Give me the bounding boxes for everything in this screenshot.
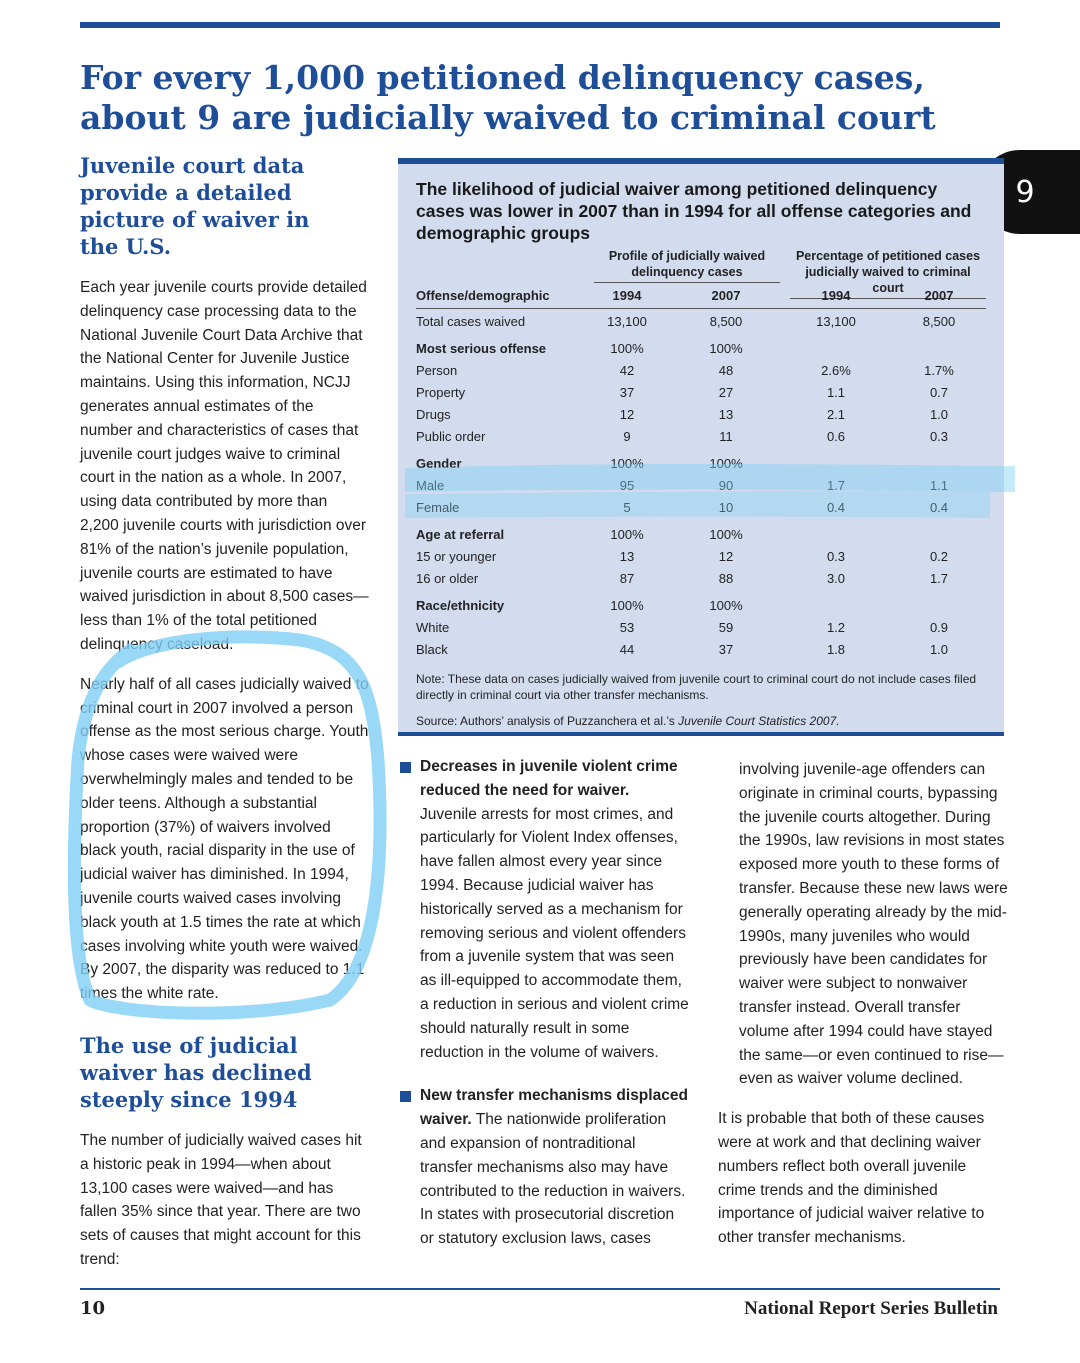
table-cell: 11 [719,429,733,444]
table-row [416,569,986,591]
table-cell: 13 [619,549,635,564]
column-header-year: 1994 [612,288,642,303]
row-label: Person [416,363,458,378]
group-header-profile: Profile of judicially waived delinquency cases [594,248,780,283]
paragraph-data-archive: Each year juvenile courts provide detailed delinquency case processing data to the National Juvenile Court Data Archive that the National Center for Juvenile Justice maintains. Using this information, NCJJ generates annual estimates of the number and characteristics of cases that juvenile court judges waive to criminal court in the nation as a whole. In 2007, using data contributed by more than 2,200 juvenile courts with jurisdiction over 81% of the nation’s juvenile population, juvenile courts are estimated to have waived jurisdiction in about 8,500 cases—less than 1% of the total petitioned delinquency caseload. [80,279,369,653]
column-header-year: 1994 [821,288,851,303]
table-row [416,405,986,427]
table-cell: 5 [623,500,631,515]
page-number: 10 [80,1298,106,1319]
row-label: Property [416,385,466,400]
row-label: White [416,620,450,635]
table-section-row [416,339,986,361]
table-cell: 95 [619,478,635,493]
row-label: Female [416,500,460,515]
table-cell: 100% [610,456,644,471]
table-cell: 53 [619,620,635,635]
bullet-text: The nationwide proliferation and expansion of nontraditional transfer mechanisms also may have contributed to the reduction in waivers. In states with prosecutorial discretion or statutory exclusion laws, cases [420,1111,686,1248]
row-label: Black [416,642,448,657]
source-title: Juvenile Court Statistics 2007. [678,714,840,728]
table-cell: 90 [718,478,734,493]
table-cell: 100% [610,527,644,542]
table-row [416,640,986,662]
table-cell: 100% [610,341,644,356]
series-title: National Report Series Bulletin [744,1298,998,1319]
table-cell: 88 [718,571,734,586]
bullet-square-icon [400,762,411,773]
table-section-row [416,596,986,618]
table-section-row [416,454,986,476]
column-header-offense: Offense/demographic [416,288,550,303]
row-label: 16 or older [416,571,479,586]
table-row [416,383,986,405]
bullet-violent-crime [400,755,690,1064]
table-cell: 2.6% [821,363,851,378]
table-cell: 8,500 [709,314,743,329]
table-cell: 1.0 [929,407,949,422]
right-column [718,758,1008,1250]
table-cell: 37 [619,385,635,400]
table-header-row [416,286,986,309]
table-cell: 27 [718,385,734,400]
row-label: 15 or younger [416,549,497,564]
bullet-text: Juvenile arrests for most crimes, and particularly for Violent Index offenses, have fallen almost every year since 1994. Because judicial waiver has historically served as a mechanism for removing serious and violent offenders from a juvenile system that was seen as ill-equipped to accommodate them, a reduction in serious and violent crime should naturally result in some reduction in the volume of waivers. [420,805,689,1061]
table-cell: 37 [718,642,734,657]
table-cell: 2.1 [826,407,846,422]
table-row [416,547,986,569]
source-prefix: Source: Authors’ analysis of Puzzanchera et al.’s [416,714,679,728]
row-label: Gender [416,456,462,471]
paragraph-waiver-profile: Nearly half of all cases judicially waived to criminal court in 2007 involved a person offense as the most serious charge. Youth whose cases were waived were overwhelmingly males and tended to be older teens. Although a substantial proportion (37%) of waivers involved black youth, racial disparity in the use of judicial waiver has diminished. In 1994, juvenile courts waived cases involving black youth at 1.5 times the rate at which cases involving white youth were waived. By 2007, the disparity was reduced to 1.1 times the white rate. [80,675,369,1003]
table-cell: 13,100 [607,314,647,329]
table-cell: 100% [709,341,743,356]
table-cell: 0.4 [826,500,846,515]
table-cell: 3.0 [826,571,846,586]
middle-column [400,755,690,1251]
row-label: Public order [416,429,486,444]
bullet-transfer-mechanisms [400,1084,690,1251]
table-cell: 48 [718,363,734,378]
table-row [416,312,986,334]
table-cell: 0.3 [929,429,949,444]
bottom-rule [80,1288,1000,1290]
paragraph-conclusion: It is probable that both of these causes were at work and that declining waiver numbers reflect both overall juvenile crime trends and the diminished importance of judicial waiver relative to other transfer mechanisms. [718,1110,985,1247]
column-header-year: 2007 [711,288,741,303]
table-title: The likelihood of judicial waiver among petitioned delinquency cases was lower in 2007 than in 1994 for all offense categories and demographic groups [416,179,972,243]
table-row [416,361,986,383]
table-cell: 0.9 [929,620,949,635]
page-headline: For every 1,000 petitioned delinquency cases, about 9 are judicially waived to criminal court [80,58,936,137]
subhead-waiver-picture: Juvenile court data provide a detailed picture of waiver in the U.S. [80,153,310,259]
table-cell: 0.2 [929,549,949,564]
left-column [80,152,370,1272]
table-cell: 10 [718,500,734,515]
table-cell: 8,500 [922,314,956,329]
table-cell: 1.8 [826,642,846,657]
table-cell: 1.1 [929,478,949,493]
table-cell: 13 [718,407,734,422]
row-label: Total cases waived [416,314,526,329]
table-cell: 1.7 [826,478,846,493]
table-cell: 1.7 [929,571,949,586]
table-note: Note: These data on cases judicially waived from juvenile court to criminal court do not include cases filed directly in criminal court via other transfer mechanisms. [416,672,977,702]
chapter-tab: 9 [978,150,1080,234]
table-cell: 0.7 [929,385,949,400]
bullet-lead: New transfer mechanisms displaced waiver. [420,1087,688,1129]
table-cell: 12 [619,407,635,422]
table-row [416,618,986,640]
row-label: Drugs [416,407,451,422]
table-cell: 1.0 [929,642,949,657]
table-cell: 12 [718,549,734,564]
table-row [416,476,986,498]
row-label: Race/ethnicity [416,598,505,613]
table-cell: 100% [709,456,743,471]
subhead-waiver-decline: The use of judicial waiver has declined steeply since 1994 [80,1032,312,1112]
waiver-table-panel [398,158,1004,736]
table-cell: 100% [709,598,743,613]
row-label: Most serious offense [416,341,547,356]
table-cell: 0.4 [929,500,949,515]
table-cell: 1.2 [826,620,846,635]
table-cell: 42 [619,363,635,378]
paragraph-historic-peak: The number of judicially waived cases hit a historic peak in 1994—when about 13,100 cases were waived—and has fallen 35% since that year. There are two sets of causes that might account for this trend: [80,1131,362,1268]
row-label: Age at referral [416,527,505,542]
table-cell: 1.1 [826,385,846,400]
table-cell: 100% [610,598,644,613]
table-cell: 0.3 [826,549,846,564]
paragraph-transfer-laws: involving juvenile-age offenders can originate in criminal courts, bypassing the juvenile courts altogether. During the 1990s, law revisions in most states exposed more youth to these forms of transfer. Because these new laws were generally operating already by the mid-1990s, many juveniles who would previously have been candidates for waiver were subject to nonwaiver transfer instead. Overall transfer volume after 1994 could have stayed the same—or even continued to rise—even as waiver volume declined. [739,761,1008,1088]
table-cell: 13,100 [816,314,856,329]
table-cell: 59 [718,620,734,635]
row-label: Male [416,478,445,493]
table-cell: 44 [619,642,635,657]
table-row [416,427,986,449]
bullet-lead: Decreases in juvenile violent crime reduced the need for waiver. [420,758,678,799]
table-source [416,714,986,728]
table-cell: 100% [709,527,743,542]
top-rule [80,22,1000,28]
bullet-square-icon [400,1091,411,1102]
table-section-row [416,525,986,547]
table-cell: 9 [623,429,631,444]
table-row [416,498,986,520]
column-header-year: 2007 [924,288,954,303]
table-cell: 0.6 [826,429,846,444]
table-cell: 1.7% [924,363,954,378]
group-header-percentage: Percentage of petitioned cases judicially waived to criminal court [790,248,986,299]
table-cell: 87 [619,571,635,586]
